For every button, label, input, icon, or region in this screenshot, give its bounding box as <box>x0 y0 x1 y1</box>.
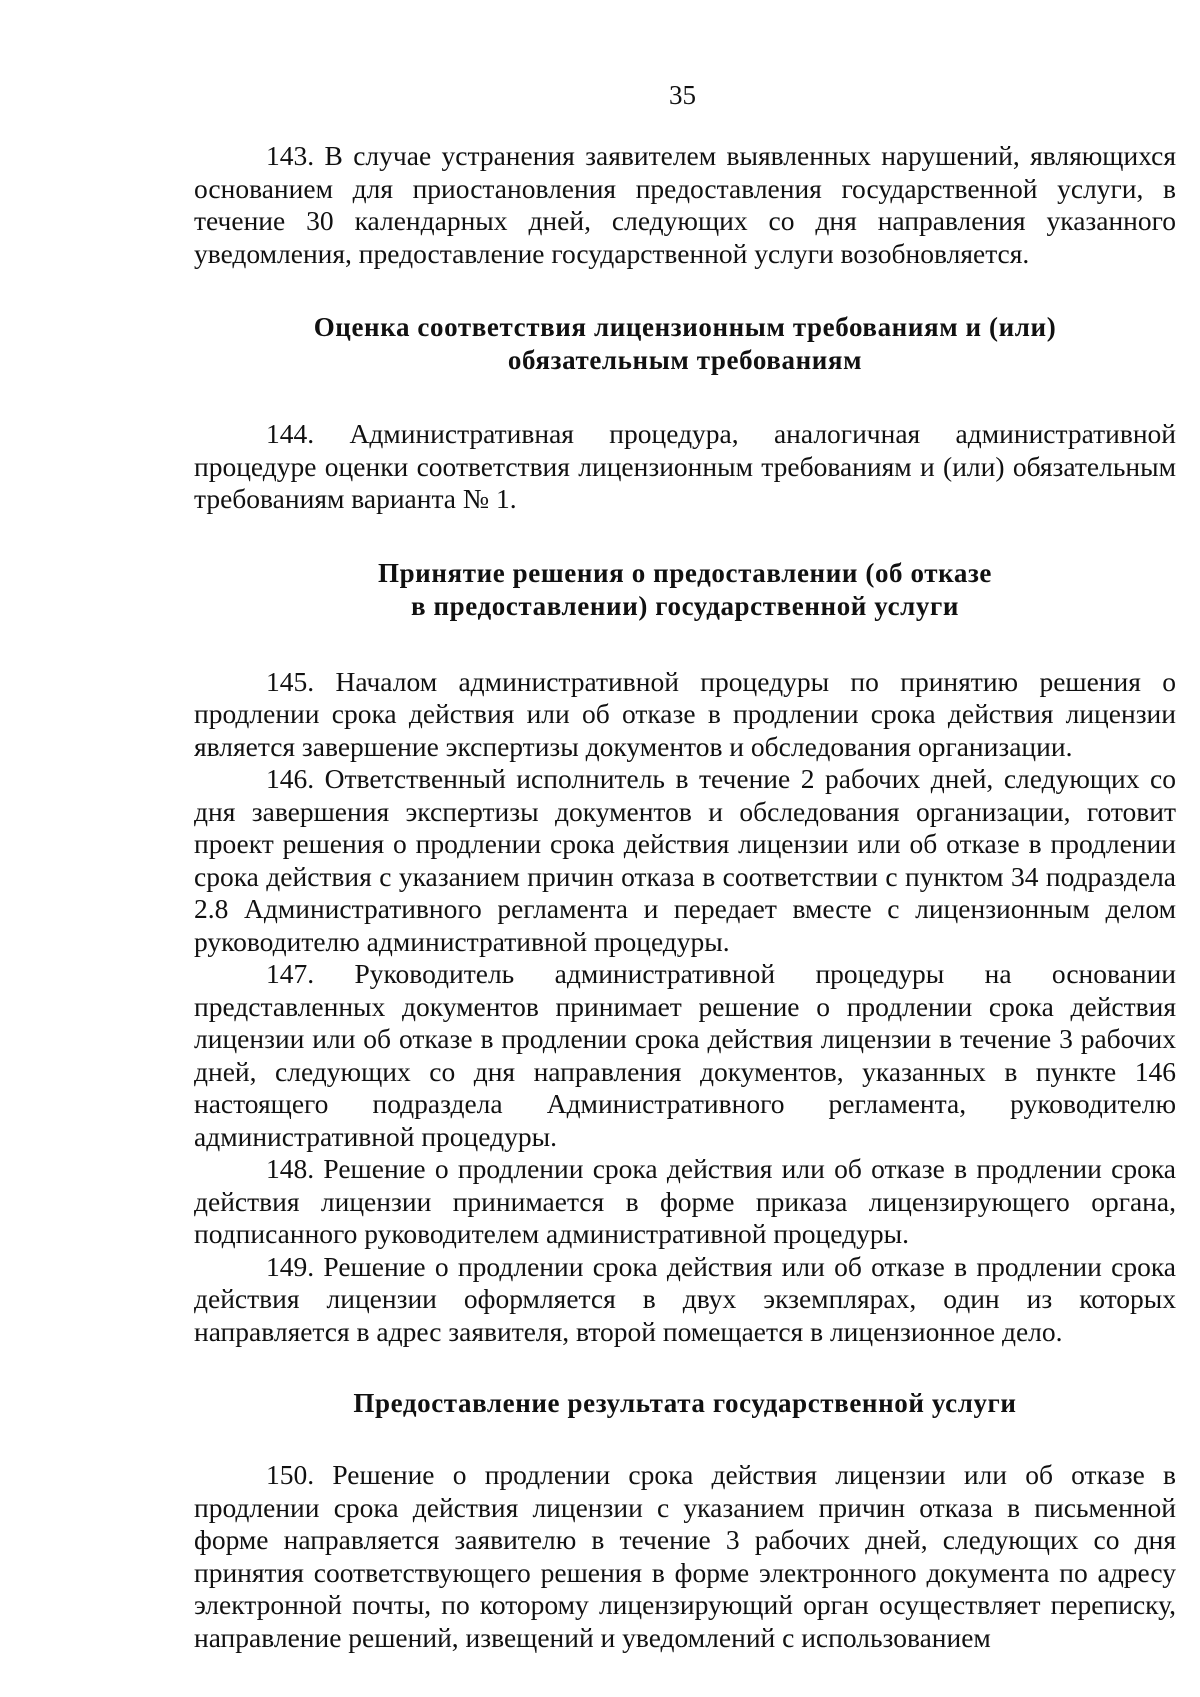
heading-line: Принятие решения о предоставлении (об отказе <box>377 557 993 588</box>
paragraph-147: 147. Руководитель административной процедуры на основании представленных документов принимает решение о продлении срока действия лицензии или об отказе в продлении срока действия лицензии в течение 3 рабочих дней, следующих со дня направления документов, указанных в пункте 146 настоящего подраздела Административного регламента, руководителю административной процедуры. <box>194 958 1176 1152</box>
heading-line: в предоставлении) государственной услуги <box>410 590 960 621</box>
paragraph-145: 145. Началом административной процедуры по принятию решения о продлении срока действия или об отказе в продлении срока действия лицензии является завершение экспертизы документов и обследования организации. <box>194 665 1176 762</box>
paragraph-150: 150. Решение о продлении срока действия лицензии или об отказе в продлении срока действия лицензии с указанием причин отказа в письменной форме направляется заявителю в течение 3 рабочих дней, следующих со дня принятия соответствующего решения в форме электронного документа по адресу электронной почты, по которому лицензирующий орган осуществляет переписку, направление решений, извещений и уведомлений с использованием <box>194 1459 1176 1653</box>
section-heading-license-compliance <box>194 311 1176 377</box>
paragraph-144: 144. Административная процедура, аналогичная административной процедуре оценки соответствия лицензионным требованиям и (или) обязательным требованиям варианта № 1. <box>194 418 1176 514</box>
heading-line: обязательным требованиям <box>507 345 863 375</box>
paragraph-146: 146. Ответственный исполнитель в течение 2 рабочих дней, следующих со дня завершения экспертизы документов и обследования организации, готовит проект решения о продлении срока действия лицензии или об отказе в продлении срока действия с указанием причин отказа в соответствии с пунктом 34 подраздела 2.8 Административного регламента и передает вместе с лицензионным делом руководителю административной процедуры. <box>194 763 1176 957</box>
paragraph-143: 143. В случае устранения заявителем выявленных нарушений, являющихся основанием для приостановления предоставления государственной услуги, в течение 30 календарных дней, следующих со дня направления указанного уведомления, предоставление государственной услуги возобновляется. <box>194 140 1176 269</box>
section-heading-result <box>194 1387 1176 1420</box>
section-heading-decision <box>194 557 1176 623</box>
paragraph-149: 149. Решение о продлении срока действия или об отказе в продлении срока действия лицензии оформляется в двух экземплярах, один из которых направляется в адрес заявителя, второй помещается в лицензионное дело. <box>194 1250 1176 1347</box>
paragraph-148: 148. Решение о продлении срока действия или об отказе в продлении срока действия лицензии принимается в форме приказа лицензирующего органа, подписанного руководителем административной процедуры. <box>194 1153 1176 1249</box>
page-number: 35 <box>669 80 696 110</box>
heading-line: Предоставление результата государственной услуги <box>353 1388 1017 1418</box>
document-body <box>194 140 1176 1654</box>
heading-line: Оценка соответствия лицензионным требованиям и (или) <box>313 312 1057 342</box>
